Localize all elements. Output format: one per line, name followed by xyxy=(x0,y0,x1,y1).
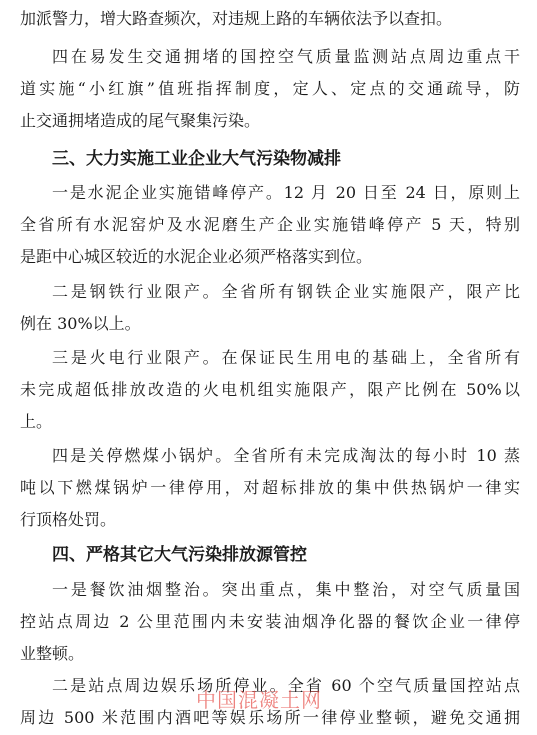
paragraph-line: 三是火电行业限产。在保证民生用电的基础上，全省所有 xyxy=(52,348,520,367)
paragraph-line: 行顶格处罚。 xyxy=(20,510,117,529)
paragraph-line: 四在易发生交通拥堵的国控空气质量监测站点周边重点干 xyxy=(52,47,520,66)
paragraph-line: 止交通拥堵造成的尾气聚集污染。 xyxy=(20,111,261,130)
paragraph-line: 未完成超低排放改造的火电机组实施限产，限产比例在 50%以 xyxy=(20,380,520,399)
paragraph-line: 四是关停燃煤小锅炉。全省所有未完成淘汰的每小时 10 蒸 xyxy=(52,446,520,465)
paragraph-line: 上。 xyxy=(20,412,53,431)
paragraph-line: 控站点周边 2 公里范围内未安装油烟净化器的餐饮企业一律停 xyxy=(20,612,520,631)
paragraph-line: 一是餐饮油烟整治。突出重点，集中整治，对空气质量国 xyxy=(52,580,520,599)
section-heading: 四、严格其它大气污染排放源管控 xyxy=(52,545,307,565)
paragraph-line: 周边 500 米范围内酒吧等娱乐场所一律停业整顿，避免交通拥 xyxy=(20,708,520,727)
paragraph-line: 二是站点周边娱乐场所停业。全省 60 个空气质量国控站点 xyxy=(52,676,520,695)
paragraph-line: 是距中心城区较近的水泥企业必须严格落实到位。 xyxy=(20,247,373,266)
paragraph-line: 加派警力，增大路查频次，对违规上路的车辆依法予以查扣。 xyxy=(20,9,453,28)
paragraph-line: 二是钢铁行业限产。全省所有钢铁企业实施限产，限产比 xyxy=(52,282,520,301)
paragraph-line: 业整顿。 xyxy=(20,644,85,663)
paragraph-line: 例在 30%以上。 xyxy=(20,314,141,333)
paragraph-line: 全省所有水泥窑炉及水泥磨生产企业实施错峰停产 5 天，特别 xyxy=(20,215,520,234)
paragraph-line: 吨以下燃煤锅炉一律停用，对超标排放的集中供热锅炉一律实 xyxy=(20,478,520,497)
section-heading: 三、大力实施工业企业大气污染物减排 xyxy=(52,149,341,169)
paragraph-line: 一是水泥企业实施错峰停产。12 月 20 日至 24 日，原则上 xyxy=(52,183,520,202)
watermark: 中国混凝土网 xyxy=(196,688,322,712)
paragraph-line: 道实施“小红旗”值班指挥制度，定人、定点的交通疏导，防 xyxy=(20,79,520,98)
